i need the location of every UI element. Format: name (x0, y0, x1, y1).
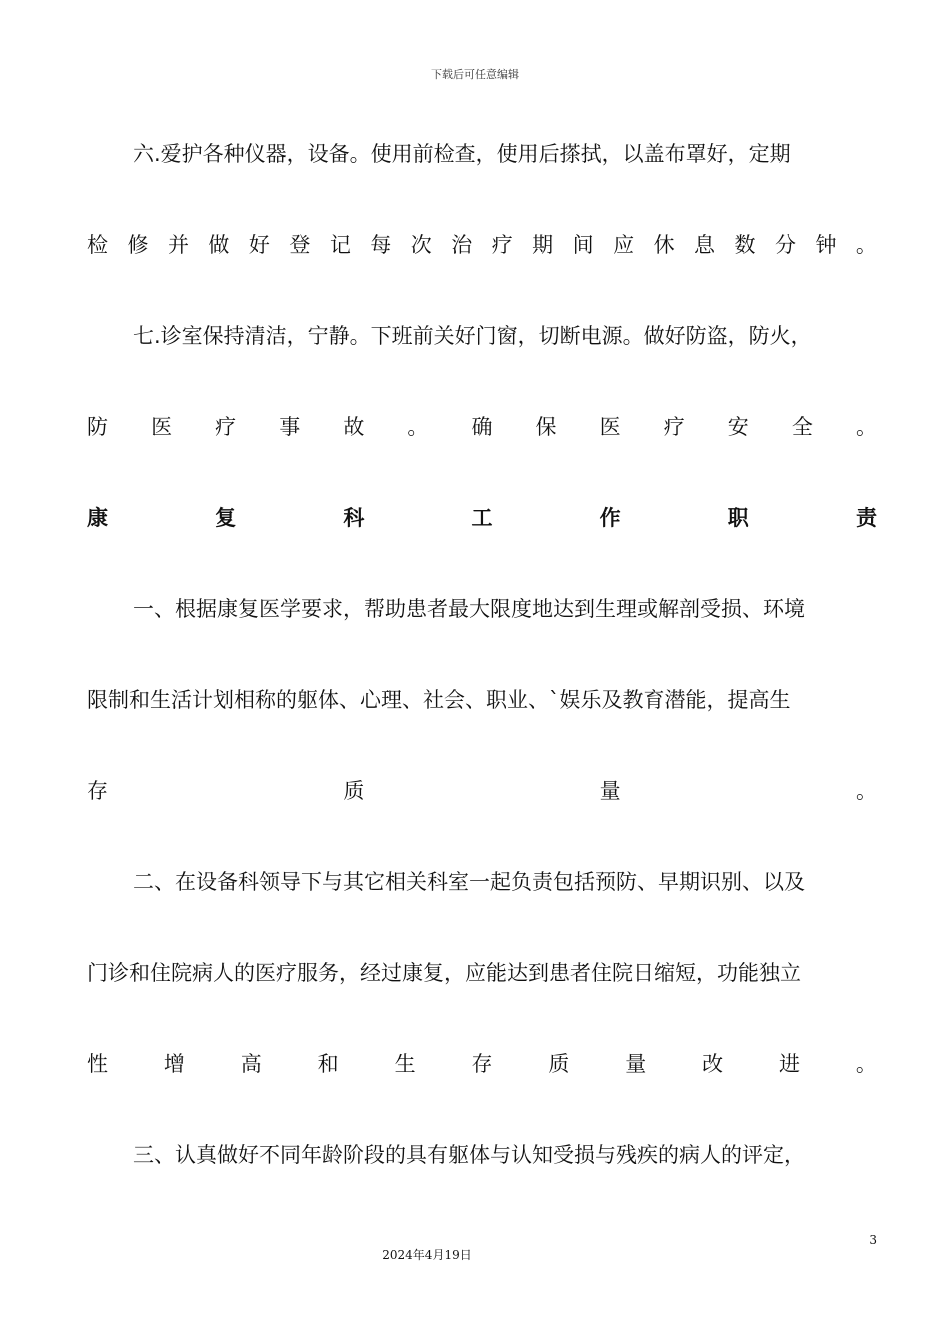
text-char: 。 (855, 415, 877, 439)
text-line (87, 1041, 877, 1132)
text-char: 性 (87, 1052, 108, 1076)
text-char: 疗 (663, 415, 685, 439)
text-line: 六.爱护各种仪器，设备。使用前检查，使用后搽拭，以盖布罩好，定期 (133, 142, 791, 166)
text-char: 疗 (215, 415, 237, 439)
text-char: 防 (87, 415, 108, 439)
text-char: 量 (599, 779, 621, 803)
text-char: 数 (734, 233, 756, 257)
document-body (87, 131, 877, 1223)
text-char: 应 (613, 233, 635, 257)
text-char: 进 (779, 1052, 801, 1076)
text-char: 检 (87, 233, 108, 257)
text-char: 医 (599, 415, 621, 439)
text-char: 科 (343, 506, 365, 530)
text-char: 康 (87, 506, 108, 530)
text-char: 治 (451, 233, 473, 257)
text-char: 期 (532, 233, 554, 257)
text-line (87, 404, 877, 495)
text-char: 量 (625, 1052, 647, 1076)
text-char: 并 (167, 233, 189, 257)
text-line (87, 222, 877, 313)
text-char: 和 (317, 1052, 339, 1076)
text-char: 。 (855, 779, 877, 803)
text-char: 高 (240, 1052, 262, 1076)
text-char: 修 (127, 233, 149, 257)
text-char: 生 (394, 1052, 416, 1076)
page-number: 3 (869, 1233, 877, 1247)
footer-date: 2024年4月19日 (382, 1248, 472, 1262)
text-char: 休 (653, 233, 675, 257)
text-char: 事 (279, 415, 301, 439)
text-char: 间 (572, 233, 594, 257)
text-char: 登 (289, 233, 311, 257)
text-char: 全 (791, 415, 813, 439)
text-line: 二、在设备科领导下与其它相关科室一起负责包括预防、早期识别、以及 (133, 870, 805, 894)
text-char: 保 (535, 415, 557, 439)
text-line: 一、根据康复医学要求，帮助患者最大限度地达到生理或解剖受损、环境 (133, 597, 805, 621)
text-char: 工 (471, 506, 493, 530)
text-char: 次 (410, 233, 432, 257)
text-char: 好 (248, 233, 270, 257)
text-line: 三、认真做好不同年龄阶段的具有躯体与认知受损与残疾的病人的评定， (133, 1143, 805, 1167)
text-char: 存 (471, 1052, 493, 1076)
text-char: 分 (774, 233, 796, 257)
text-char: 做 (208, 233, 230, 257)
text-char: 确 (471, 415, 493, 439)
text-char: 。 (407, 415, 429, 439)
text-char: 。 (855, 1052, 877, 1076)
text-char: 每 (370, 233, 392, 257)
text-char: 。 (855, 233, 877, 257)
text-char: 疗 (491, 233, 513, 257)
text-char: 息 (694, 233, 716, 257)
text-char: 记 (329, 233, 351, 257)
text-char: 责 (855, 506, 877, 530)
text-char: 故 (343, 415, 365, 439)
text-line (87, 768, 877, 859)
text-char: 改 (702, 1052, 724, 1076)
text-char: 质 (343, 779, 365, 803)
text-char: 存 (87, 779, 108, 803)
text-char: 复 (215, 506, 237, 530)
text-char: 医 (151, 415, 173, 439)
text-line: 限制和生活计划相称的躯体、心理、社会、职业、`娱乐及教育潜能，提高生 (87, 688, 791, 712)
text-char: 钟 (815, 233, 837, 257)
section-heading (87, 495, 877, 586)
text-line: 七.诊室保持清洁，宁静。下班前关好门窗，切断电源。做好防盗，防火， (133, 324, 812, 348)
text-char: 增 (163, 1052, 185, 1076)
header-note: 下载后可任意编辑 (431, 68, 519, 81)
text-line: 门诊和住院病人的医疗服务，经过康复，应能达到患者住院日缩短，功能独立 (87, 961, 801, 985)
text-char: 质 (548, 1052, 570, 1076)
text-char: 职 (727, 506, 749, 530)
text-char: 作 (599, 506, 621, 530)
text-char: 安 (727, 415, 749, 439)
